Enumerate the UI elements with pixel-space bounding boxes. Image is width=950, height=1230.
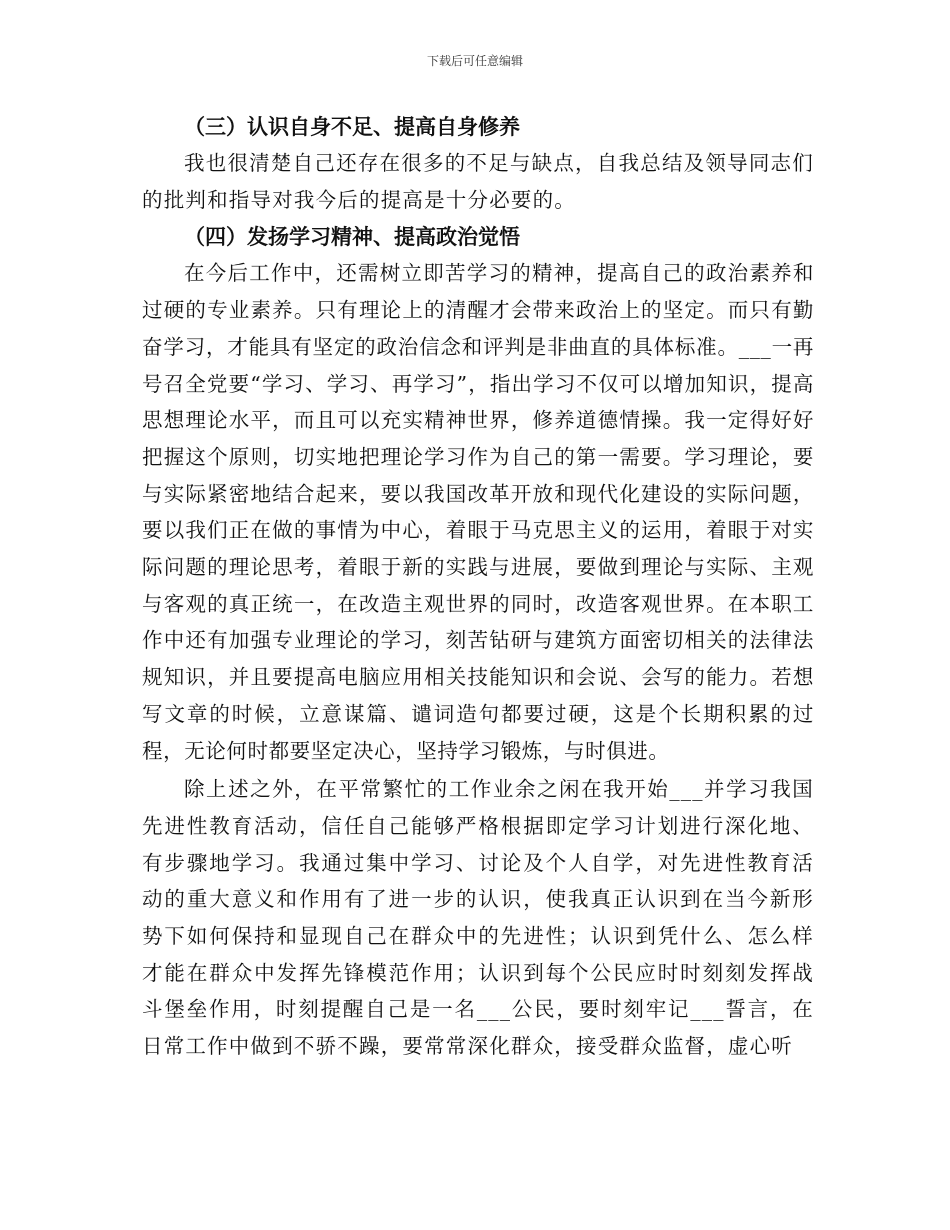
section-4-paragraph-2: 除上述之外，在平常繁忙的工作业余之闲在我开始___并学习我国先进性教育活动，信任自己能够严格根据即定学习计划进行深化地、有步骤地学习。我通过集中学习、讨论及个人自学，对先进性教育活动的重大意义和作用有了进一步的认识，使我真正认识到在当今新形势下如何保持和显现自己在群众中的先进性；认识到凭什么、怎么样才能在群众中发挥先锋模范作用；认识到每个公民应时时刻刻发挥战斗堡垒作用，时刻提醒自己是一名___公民，要时刻牢记___誓言，在日常工作中做到不骄不躁，要常常深化群众，接受群众监督，虚心听 <box>142 777 814 1059</box>
section-heading-3: （三）认识自身不足、提高自身修养 <box>184 114 520 139</box>
document-body <box>142 108 814 1065</box>
section-heading-4: （四）发扬学习精神、提高政治觉悟 <box>184 224 520 250</box>
section-3-paragraph-1: 我也很清楚自己还存在很多的不足与缺点，自我总结及领导同志们的批判和指导对我今后的提高是十分必要的。 <box>142 151 814 212</box>
section-4-paragraph-1: 在今后工作中，还需树立即苦学习的精神，提高自己的政治素养和过硬的专业素养。只有理论上的清醒才会带来政治上的坚定。而只有勤奋学习，才能具有坚定的政治信念和评判是非曲直的具体标准。___一再号召全党要“学习、学习、再学习”，指出学习不仅可以增加知识，提高思想理论水平，而且可以充实精神世界，修养道德情操。我一定得好好把握这个原则，切实地把理论学习作为自己的第一需要。学习理论，要与实际紧密地结合起来，要以我国改革开放和现代化建设的实际问题，要以我们正在做的事情为中心，着眼于马克思主义的运用，着眼于对实际问题的理论思考，着眼于新的实践与进展，要做到理论与实际、主观与客观的真正统一，在改造主观世界的同时，改造客观世界。在本职工作中还有加强专业理论的学习，刻苦钻研与建筑方面密切相关的法律法规知识，并且要提高电脑应用相关技能知识和会说、会写的能力。若想写文章的时候，立意谋篇、谴词造句都要过硬，这是个长期积累的过程，无论何时都要坚定决心，坚持学习锻炼，与时俱进。 <box>142 261 814 763</box>
page-header-note: 下载后可任意编辑 <box>426 54 523 68</box>
